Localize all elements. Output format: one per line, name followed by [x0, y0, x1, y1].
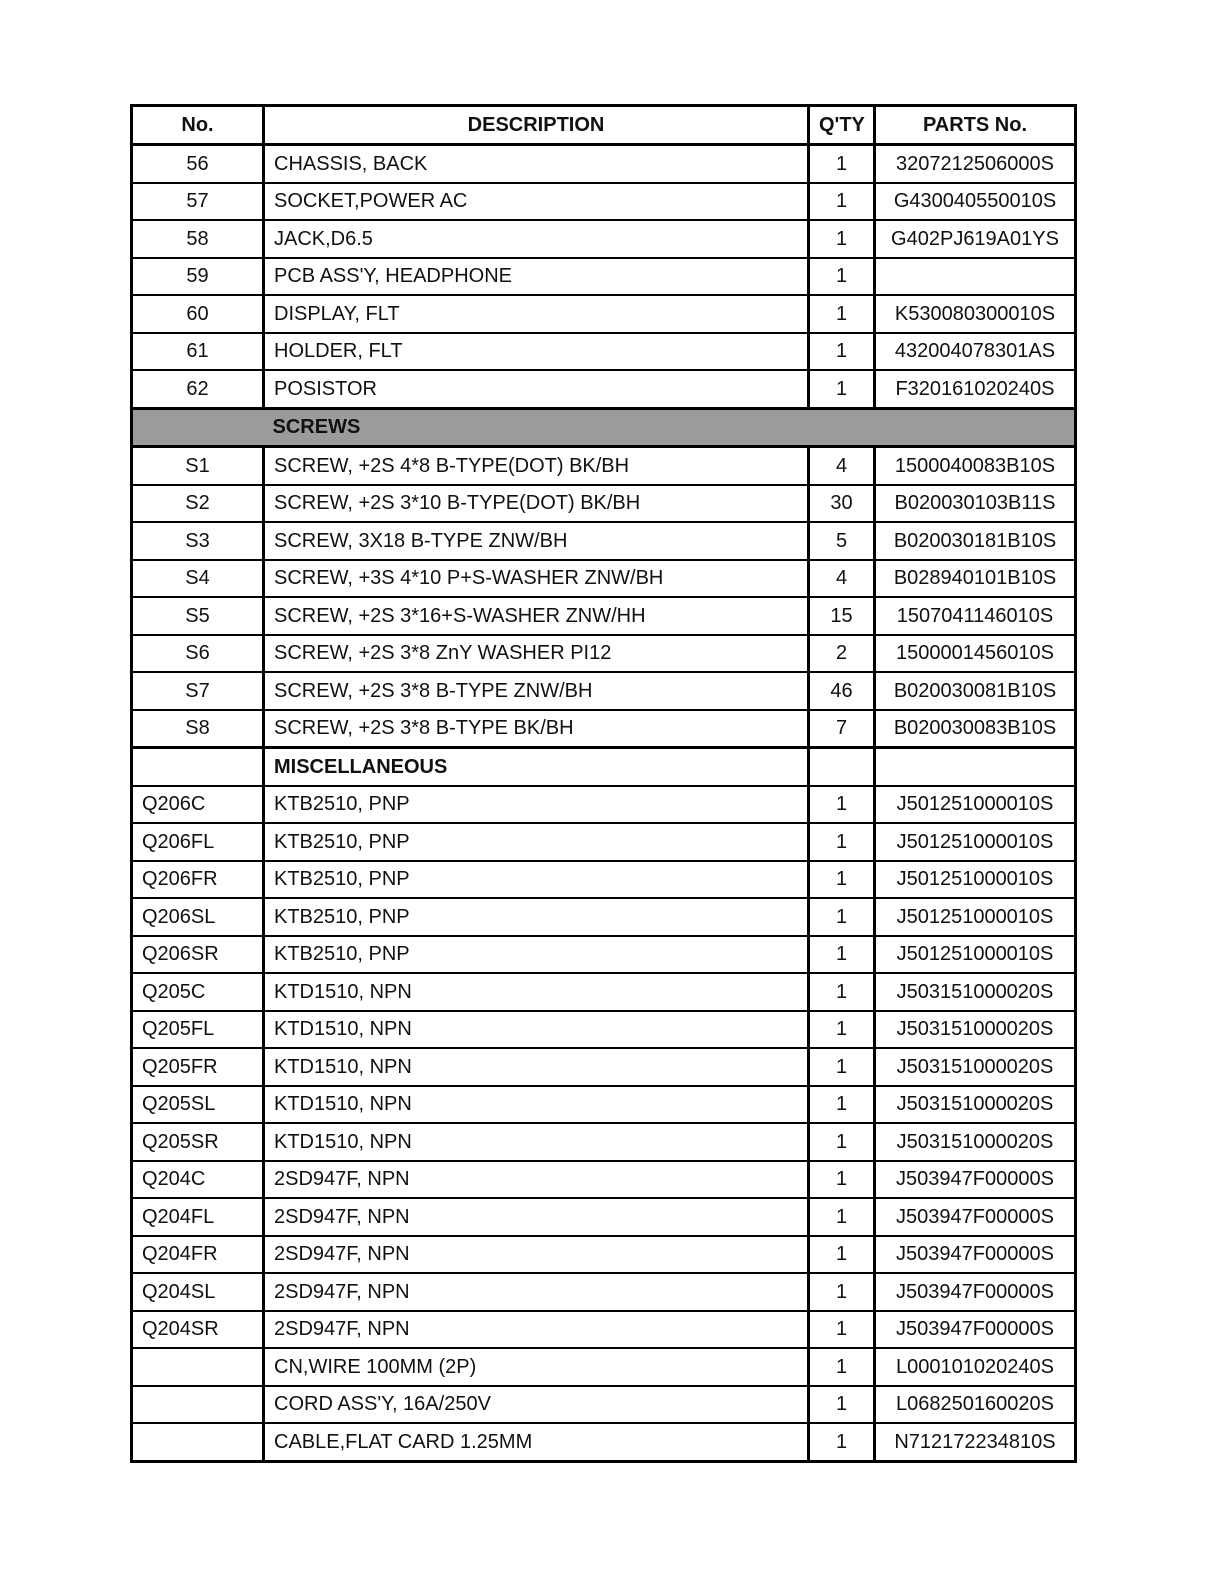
cell-no: S4	[132, 560, 264, 598]
cell-parts-no: J503151000020S	[875, 1048, 1076, 1086]
table-row	[132, 710, 1076, 748]
table-row	[132, 1311, 1076, 1349]
cell-description: KTD1510, NPN	[264, 1011, 809, 1049]
cell-qty: 1	[809, 1198, 875, 1236]
cell-parts-no: L000101020240S	[875, 1348, 1076, 1386]
cell-no: Q205C	[132, 973, 264, 1011]
cell-no: Q205FR	[132, 1048, 264, 1086]
cell-qty: 1	[809, 1011, 875, 1049]
table-row	[132, 1048, 1076, 1086]
table-row	[132, 1198, 1076, 1236]
table-row	[132, 1386, 1076, 1424]
cell-qty: 1	[809, 1086, 875, 1124]
cell-qty: 1	[809, 333, 875, 371]
section-header-screws	[132, 408, 1076, 447]
cell-description: SCREW, +2S 3*8 B-TYPE BK/BH	[264, 710, 809, 748]
cell-no: S6	[132, 635, 264, 673]
cell-parts-no: J503151000020S	[875, 1086, 1076, 1124]
table-row	[132, 635, 1076, 673]
table-row	[132, 936, 1076, 974]
cell-parts-no: 1507041146010S	[875, 597, 1076, 635]
cell-qty: 1	[809, 898, 875, 936]
section-label-screws: SCREWS	[264, 408, 1076, 447]
cell-parts-no: J503947F00000S	[875, 1236, 1076, 1274]
section-label-miscellaneous: MISCELLANEOUS	[264, 748, 809, 786]
section-blank-cell	[875, 748, 1076, 786]
cell-parts-no: F320161020240S	[875, 370, 1076, 408]
cell-parts-no: B020030083B10S	[875, 710, 1076, 748]
table-row	[132, 1011, 1076, 1049]
cell-description: KTB2510, PNP	[264, 936, 809, 974]
cell-description: SCREW, +2S 4*8 B-TYPE(DOT) BK/BH	[264, 447, 809, 485]
cell-no: Q206FL	[132, 823, 264, 861]
cell-no: S8	[132, 710, 264, 748]
cell-description: CABLE,FLAT CARD 1.25MM	[264, 1423, 809, 1461]
table-row	[132, 145, 1076, 183]
cell-qty: 4	[809, 560, 875, 598]
cell-description: KTD1510, NPN	[264, 973, 809, 1011]
table-row	[132, 786, 1076, 824]
cell-parts-no: K530080300010S	[875, 295, 1076, 333]
table-row	[132, 1161, 1076, 1199]
table-row	[132, 370, 1076, 408]
cell-qty: 15	[809, 597, 875, 635]
cell-qty: 4	[809, 447, 875, 485]
cell-qty: 1	[809, 861, 875, 899]
cell-no: Q205SL	[132, 1086, 264, 1124]
table-row	[132, 333, 1076, 371]
cell-no: 58	[132, 220, 264, 258]
cell-no	[132, 1386, 264, 1424]
table-row	[132, 861, 1076, 899]
section-blank-cell	[132, 748, 264, 786]
cell-parts-no: J503151000020S	[875, 1011, 1076, 1049]
parts-list-table	[130, 104, 1077, 1463]
section-blank-cell	[132, 408, 264, 447]
table-header-row	[132, 106, 1076, 145]
cell-parts-no: J503947F00000S	[875, 1311, 1076, 1349]
cell-parts-no: J501251000010S	[875, 861, 1076, 899]
cell-description: KTD1510, NPN	[264, 1048, 809, 1086]
table-row	[132, 597, 1076, 635]
cell-parts-no: 432004078301AS	[875, 333, 1076, 371]
cell-parts-no: G430040550010S	[875, 183, 1076, 221]
cell-parts-no: J503947F00000S	[875, 1161, 1076, 1199]
table-row	[132, 1348, 1076, 1386]
cell-no: 62	[132, 370, 264, 408]
cell-no: Q205SR	[132, 1123, 264, 1161]
cell-description: 2SD947F, NPN	[264, 1198, 809, 1236]
cell-qty: 1	[809, 936, 875, 974]
cell-description: SCREW, +3S 4*10 P+S-WASHER ZNW/BH	[264, 560, 809, 598]
cell-parts-no: J501251000010S	[875, 936, 1076, 974]
cell-parts-no: B020030081B10S	[875, 672, 1076, 710]
cell-qty: 1	[809, 258, 875, 296]
cell-qty: 7	[809, 710, 875, 748]
table-row	[132, 672, 1076, 710]
cell-description: KTB2510, PNP	[264, 786, 809, 824]
cell-parts-no: 1500040083B10S	[875, 447, 1076, 485]
table-row	[132, 183, 1076, 221]
cell-description: CN,WIRE 100MM (2P)	[264, 1348, 809, 1386]
cell-parts-no: J501251000010S	[875, 898, 1076, 936]
cell-parts-no: J503151000020S	[875, 1123, 1076, 1161]
cell-no: 56	[132, 145, 264, 183]
cell-parts-no: J501251000010S	[875, 823, 1076, 861]
cell-no: 59	[132, 258, 264, 296]
cell-qty: 1	[809, 1348, 875, 1386]
cell-description: SCREW, +2S 3*8 ZnY WASHER PI12	[264, 635, 809, 673]
cell-qty: 1	[809, 1123, 875, 1161]
cell-no: 60	[132, 295, 264, 333]
cell-description: SCREW, 3X18 B-TYPE ZNW/BH	[264, 522, 809, 560]
table-row	[132, 485, 1076, 523]
cell-no: Q204C	[132, 1161, 264, 1199]
header-parts-no: PARTS No.	[875, 106, 1076, 145]
cell-qty: 1	[809, 183, 875, 221]
cell-description: PCB ASS'Y, HEADPHONE	[264, 258, 809, 296]
header-no: No.	[132, 106, 264, 145]
cell-description: CHASSIS, BACK	[264, 145, 809, 183]
cell-qty: 1	[809, 786, 875, 824]
cell-description: HOLDER, FLT	[264, 333, 809, 371]
table-row	[132, 1123, 1076, 1161]
table-row	[132, 220, 1076, 258]
cell-qty: 30	[809, 485, 875, 523]
cell-qty: 1	[809, 1311, 875, 1349]
cell-description: KTB2510, PNP	[264, 823, 809, 861]
cell-no: S2	[132, 485, 264, 523]
cell-description: KTB2510, PNP	[264, 898, 809, 936]
cell-no: 61	[132, 333, 264, 371]
cell-parts-no: L068250160020S	[875, 1386, 1076, 1424]
cell-qty: 2	[809, 635, 875, 673]
cell-qty: 1	[809, 823, 875, 861]
cell-no: S3	[132, 522, 264, 560]
table-row	[132, 560, 1076, 598]
cell-description: 2SD947F, NPN	[264, 1273, 809, 1311]
cell-description: SCREW, +2S 3*16+S-WASHER ZNW/HH	[264, 597, 809, 635]
cell-parts-no: B020030181B10S	[875, 522, 1076, 560]
cell-description: 2SD947F, NPN	[264, 1236, 809, 1274]
table-row	[132, 973, 1076, 1011]
cell-qty: 5	[809, 522, 875, 560]
header-description: DESCRIPTION	[264, 106, 809, 145]
cell-description: SOCKET,POWER AC	[264, 183, 809, 221]
cell-no: S7	[132, 672, 264, 710]
cell-no: Q205FL	[132, 1011, 264, 1049]
cell-parts-no: J503947F00000S	[875, 1273, 1076, 1311]
table-row	[132, 295, 1076, 333]
cell-description: KTD1510, NPN	[264, 1123, 809, 1161]
table-row	[132, 1086, 1076, 1124]
cell-parts-no: B028940101B10S	[875, 560, 1076, 598]
cell-parts-no: B020030103B11S	[875, 485, 1076, 523]
table-row	[132, 447, 1076, 485]
table-row	[132, 823, 1076, 861]
cell-no	[132, 1423, 264, 1461]
cell-no: Q204SR	[132, 1311, 264, 1349]
cell-parts-no: 1500001456010S	[875, 635, 1076, 673]
table-row	[132, 1423, 1076, 1461]
cell-description: JACK,D6.5	[264, 220, 809, 258]
cell-no: 57	[132, 183, 264, 221]
cell-no: Q206C	[132, 786, 264, 824]
cell-no: Q204FL	[132, 1198, 264, 1236]
cell-qty: 1	[809, 1273, 875, 1311]
table-row	[132, 898, 1076, 936]
table-row	[132, 1236, 1076, 1274]
cell-qty: 1	[809, 220, 875, 258]
cell-parts-no: G402PJ619A01YS	[875, 220, 1076, 258]
cell-no: S1	[132, 447, 264, 485]
cell-qty: 1	[809, 370, 875, 408]
cell-description: SCREW, +2S 3*10 B-TYPE(DOT) BK/BH	[264, 485, 809, 523]
cell-description: POSISTOR	[264, 370, 809, 408]
cell-description: KTB2510, PNP	[264, 861, 809, 899]
cell-qty: 1	[809, 1161, 875, 1199]
cell-no: Q204SL	[132, 1273, 264, 1311]
cell-no: Q206FR	[132, 861, 264, 899]
cell-no: S5	[132, 597, 264, 635]
cell-parts-no: J503151000020S	[875, 973, 1076, 1011]
cell-qty: 46	[809, 672, 875, 710]
cell-description: CORD ASS'Y, 16A/250V	[264, 1386, 809, 1424]
cell-qty: 1	[809, 145, 875, 183]
table-row	[132, 522, 1076, 560]
cell-description: DISPLAY, FLT	[264, 295, 809, 333]
cell-description: 2SD947F, NPN	[264, 1161, 809, 1199]
cell-no: Q206SR	[132, 936, 264, 974]
cell-qty: 1	[809, 1423, 875, 1461]
cell-description: SCREW, +2S 3*8 B-TYPE ZNW/BH	[264, 672, 809, 710]
table-row	[132, 258, 1076, 296]
cell-no: Q206SL	[132, 898, 264, 936]
cell-qty: 1	[809, 295, 875, 333]
section-blank-cell	[809, 748, 875, 786]
cell-description: 2SD947F, NPN	[264, 1311, 809, 1349]
table-row	[132, 1273, 1076, 1311]
cell-qty: 1	[809, 1386, 875, 1424]
cell-qty: 1	[809, 1236, 875, 1274]
cell-parts-no: 3207212506000S	[875, 145, 1076, 183]
section-header-miscellaneous	[132, 748, 1076, 786]
cell-qty: 1	[809, 973, 875, 1011]
cell-parts-no: N712172234810S	[875, 1423, 1076, 1461]
cell-qty: 1	[809, 1048, 875, 1086]
cell-parts-no: J501251000010S	[875, 786, 1076, 824]
header-qty: Q'TY	[809, 106, 875, 145]
cell-description: KTD1510, NPN	[264, 1086, 809, 1124]
cell-no	[132, 1348, 264, 1386]
cell-parts-no	[875, 258, 1076, 296]
cell-no: Q204FR	[132, 1236, 264, 1274]
cell-parts-no: J503947F00000S	[875, 1198, 1076, 1236]
